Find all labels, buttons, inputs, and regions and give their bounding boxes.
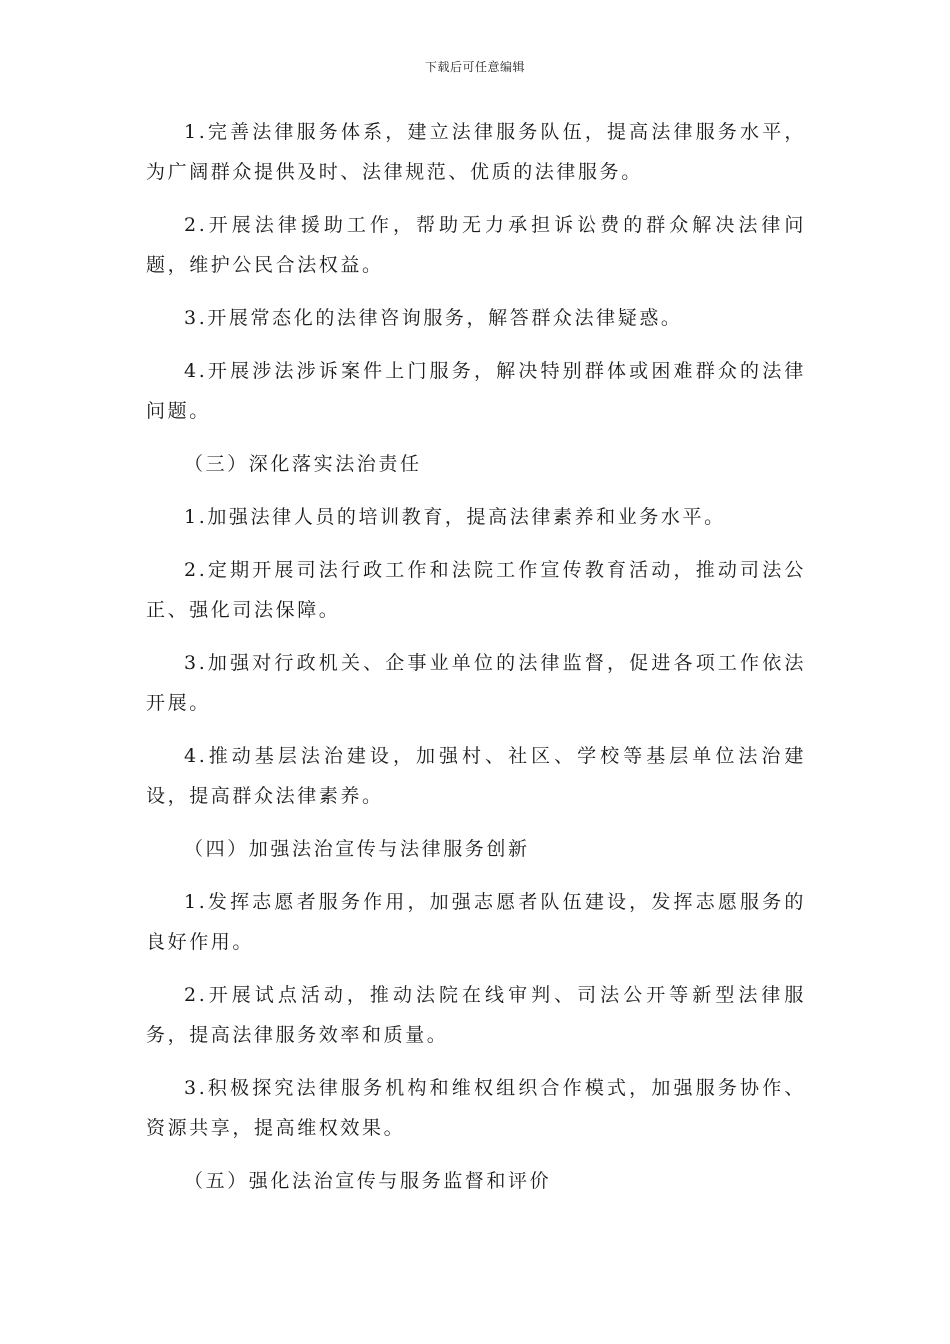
paragraph-10: 2.开展试点活动，推动法院在线审判、司法公开等新型法律服务，提高法律服务效率和质量。 bbox=[146, 984, 806, 1046]
paragraph-5: 1.加强法律人员的培训教育，提高法律素养和业务水平。 bbox=[184, 506, 726, 528]
section-heading-4: （四）加强法治宣传与法律服务创新 bbox=[184, 838, 530, 860]
section-heading-3: （三）深化落实法治责任 bbox=[184, 453, 422, 475]
paragraph-3: 3.开展常态化的法律咨询服务，解答群众法律疑惑。 bbox=[184, 307, 683, 329]
paragraph-11: 3.积极探究法律服务机构和维权组织合作模式，加强服务协作、资源共享，提高维权效果。 bbox=[146, 1077, 806, 1139]
paragraph-7: 3.加强对行政机关、企事业单位的法律监督，促进各项工作依法开展。 bbox=[146, 652, 806, 714]
paragraph-2: 2.开展法律援助工作，帮助无力承担诉讼费的群众解决法律问题，维护公民合法权益。 bbox=[146, 214, 806, 276]
page-header-note: 下载后可任意编辑 bbox=[424, 60, 525, 74]
paragraph-9: 1.发挥志愿者服务作用，加强志愿者队伍建设，发挥志愿服务的良好作用。 bbox=[146, 891, 806, 953]
section-heading-5: （五）强化法治宣传与服务监督和评价 bbox=[184, 1170, 552, 1192]
paragraph-8: 4.推动基层法治建设，加强村、社区、学校等基层单位法治建设，提高群众法律素养。 bbox=[146, 745, 806, 807]
paragraph-4: 4.开展涉法涉诉案件上门服务，解决特别群体或困难群众的法律问题。 bbox=[146, 360, 806, 422]
paragraph-1: 1.完善法律服务体系，建立法律服务队伍，提高法律服务水平，为广阔群众提供及时、法律规范、优质的法律服务。 bbox=[146, 121, 806, 183]
document-body bbox=[146, 112, 806, 1214]
paragraph-6: 2.定期开展司法行政工作和法院工作宣传教育活动，推动司法公正、强化司法保障。 bbox=[146, 559, 806, 621]
